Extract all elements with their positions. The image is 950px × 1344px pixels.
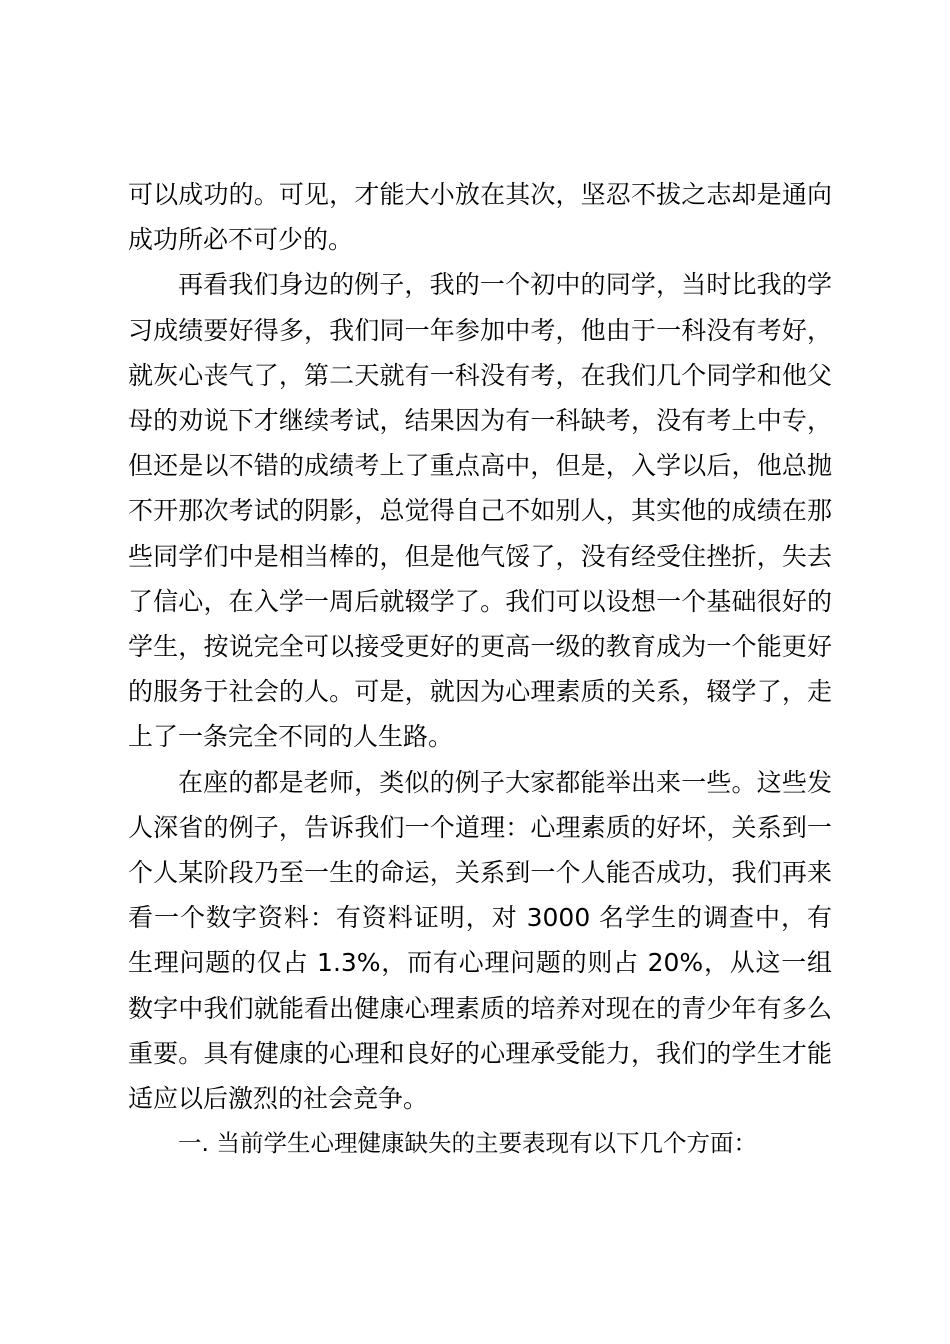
paragraph-statistics: 在座的都是老师，类似的例子大家都能举出来一些。这些发人深省的例子，告诉我们一个道理：心理素质的好坏，关系到一个人某阶段乃至一生的命运，关系到一个人能否成功，我们再来看一个数字资料：有资料证明，对 3000 名学生的调查中，有生理问题的仅占 1.3%，而有心理问题的则占 20%，从这一组数字中我们就能看出健康心理素质的培养对现在的青少年有多么重要。具有健康的心理和良好的心理承受能力，我们的学生才能适应以后激烈的社会竞争。: [128, 767, 832, 1114]
paragraph-classmate-example: 再看我们身边的例子，我的一个初中的同学，当时比我的学习成绩要好得多，我们同一年参加中考，他由于一科没有考好，就灰心丧气了，第二天就有一科没有考，在我们几个同学和他父母的劝说下才继续考试，结果因为有一科缺考，没有考上中专，但还是以不错的成绩考上了重点高中，但是，入学以后，他总抛不开那次考试的阴影，总觉得自己不如别人，其实他的成绩在那些同学们中是相当棒的，但是他气馁了，没有经受住挫折，失去了信心，在入学一周后就辍学了。我们可以设想一个基础很好的学生，按说完全可以接受更好的更高一级的教育成为一个能更好的服务于社会的人。可是，就因为心理素质的关系，辍学了，走上了一条完全不同的人生路。: [128, 270, 832, 752]
document-body: [128, 172, 832, 1166]
section-heading: 一. 当前学生心理健康缺失的主要表现有以下几个方面：: [178, 1129, 757, 1158]
paragraph-continuation: 可以成功的。可见，才能大小放在其次，坚忍不拔之志却是通向成功所必不可少的。: [128, 180, 832, 255]
